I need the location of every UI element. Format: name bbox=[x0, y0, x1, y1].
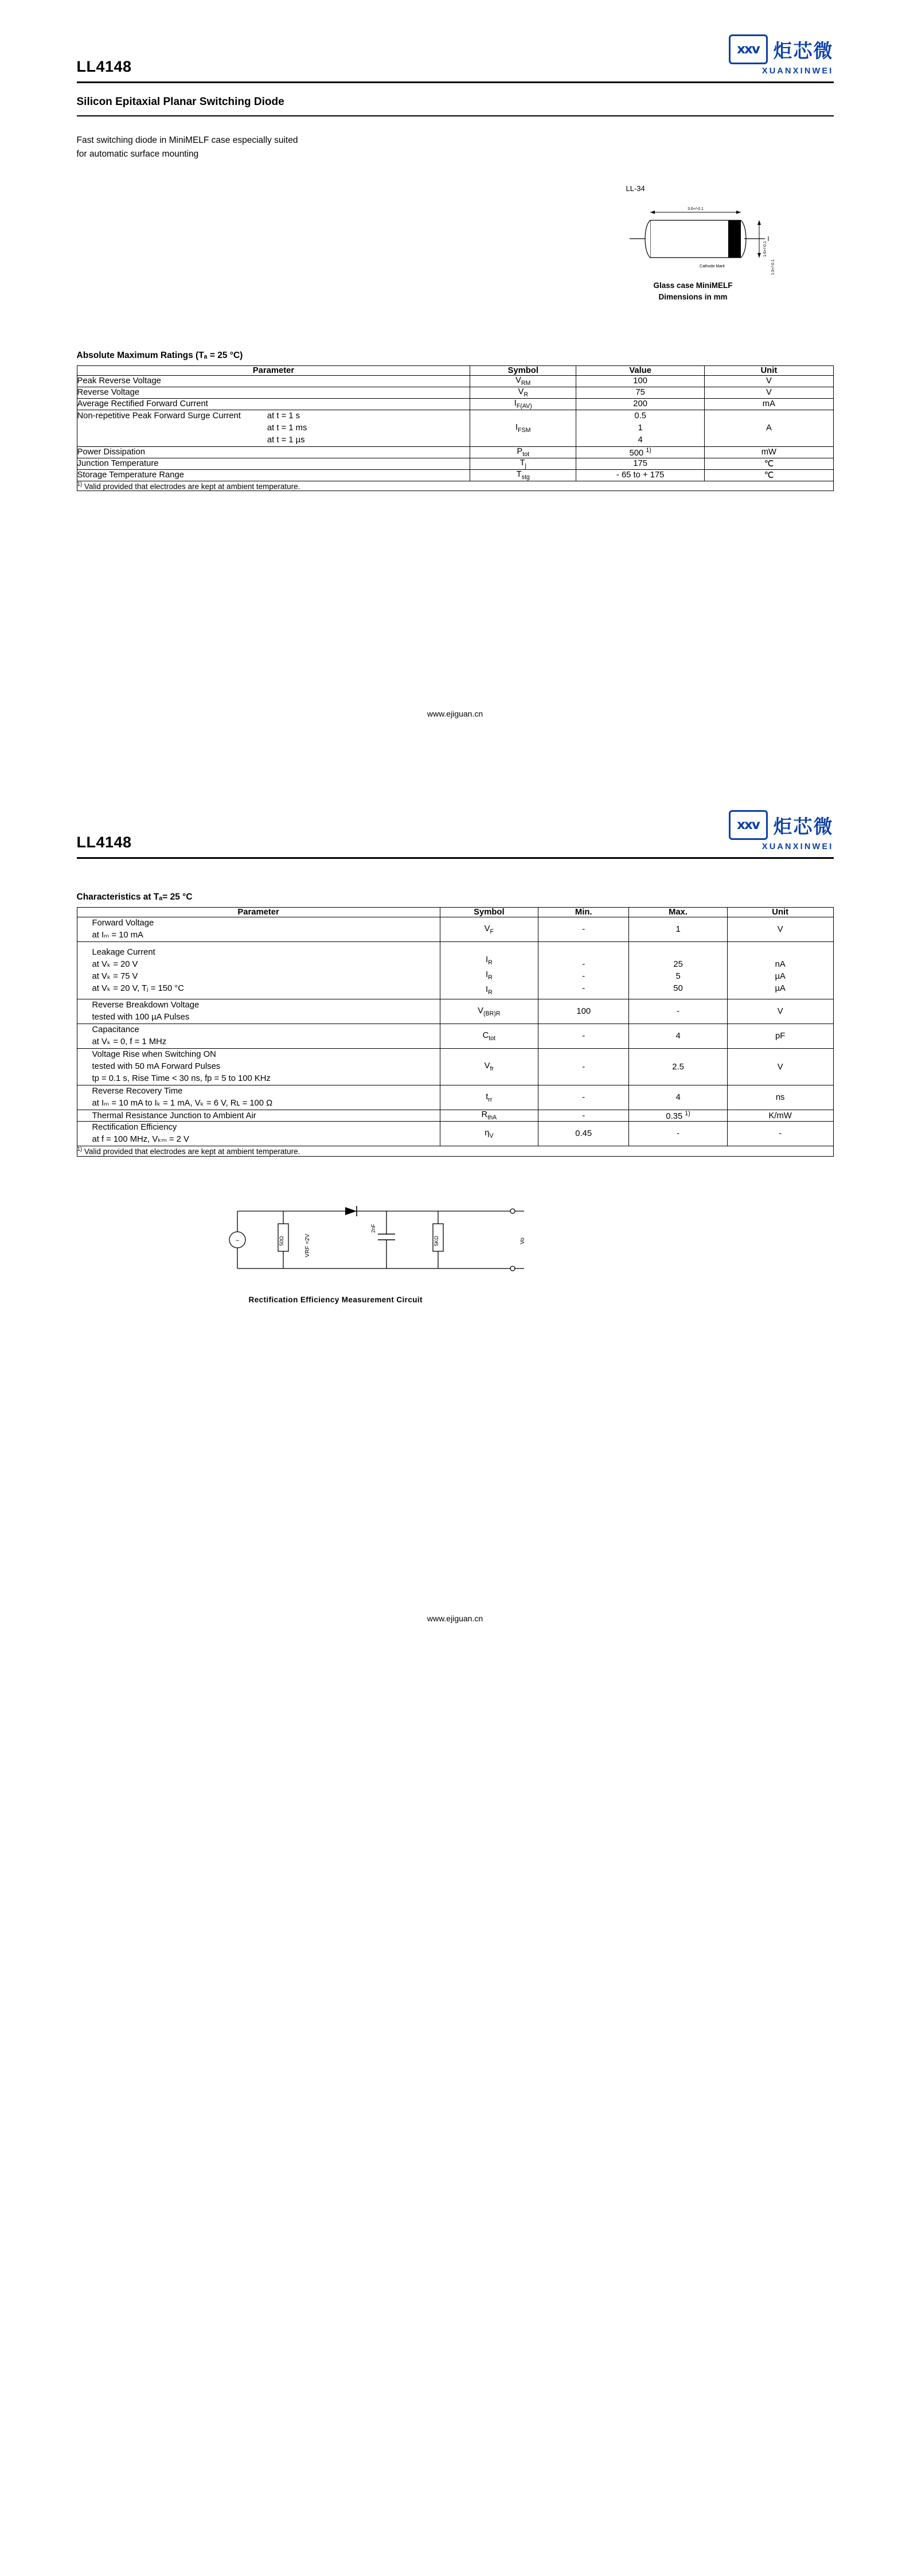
svg-text:3.6+/-0.1: 3.6+/-0.1 bbox=[687, 207, 704, 211]
table-row bbox=[77, 1024, 833, 1049]
package-drawing-area bbox=[77, 184, 834, 322]
param-line: at Vₖ = 20 V, Tⱼ = 150 °C bbox=[92, 983, 184, 993]
table-row bbox=[77, 1110, 833, 1122]
package-case-label: LL-34 bbox=[626, 184, 645, 193]
cell-max: 0.35 $^{1)}$ bbox=[629, 1110, 727, 1122]
header-divider-page2 bbox=[77, 857, 834, 859]
svg-text:2nF: 2nF bbox=[370, 1223, 376, 1233]
cell-unit: ns bbox=[727, 1085, 833, 1110]
cell-parameter: Peak Reverse Voltage bbox=[77, 376, 470, 387]
cell-parameter bbox=[77, 1122, 440, 1146]
logo-company-name-cn: 炬芯微 bbox=[773, 40, 834, 61]
cell-max: 25 5 50 bbox=[629, 942, 727, 999]
table-header-row bbox=[77, 366, 833, 376]
param-line: at Vₖ = 20 V bbox=[92, 959, 138, 969]
cell-symbol: $I_{F(AV)}$ bbox=[470, 398, 576, 410]
cell-symbol: $V_F$ bbox=[440, 917, 538, 942]
logo-company-pinyin: XUANXINWEI bbox=[761, 67, 834, 76]
logo-mark-icon bbox=[729, 810, 768, 840]
param-line: tested with 100 µA Pulses bbox=[92, 1013, 190, 1022]
param-line: tp = 0.1 s, Rise Time < 30 ns, fp = 5 to 100 KHz bbox=[92, 1074, 271, 1084]
package-drawing bbox=[604, 184, 811, 303]
cell-symbol: $V_R$ bbox=[470, 387, 576, 398]
cell-value: 500 $^{1)}$ bbox=[576, 446, 705, 458]
param-line: Rectification Efficiency bbox=[92, 1123, 177, 1133]
package-caption-line-2: Dimensions in mm bbox=[658, 293, 728, 301]
cell-symbol: $t_{rr}$ bbox=[440, 1085, 538, 1110]
cell-value: 175 bbox=[576, 458, 705, 469]
part-number-page2: LL4148 bbox=[76, 834, 132, 851]
page-1-footer: www.ejiguan.cn bbox=[427, 709, 483, 719]
cell-unit: mW bbox=[705, 446, 833, 458]
cell-max: 2.5 bbox=[629, 1049, 727, 1085]
cell-max: 4 bbox=[629, 1024, 727, 1049]
cell-conditions bbox=[267, 410, 307, 446]
circuit-area bbox=[77, 1188, 834, 1304]
cell-parameter bbox=[77, 1110, 440, 1122]
param-line: Reverse Breakdown Voltage bbox=[92, 1001, 200, 1010]
param-line: Voltage Rise when Switching ON bbox=[92, 1050, 216, 1060]
document-description bbox=[77, 134, 834, 161]
col-parameter: Parameter bbox=[77, 366, 470, 376]
cell-parameter bbox=[77, 410, 470, 446]
cell-unit: V bbox=[705, 387, 833, 398]
svg-text:~: ~ bbox=[235, 1237, 239, 1244]
col-max: Max. bbox=[629, 908, 727, 917]
col-symbol: Symbol bbox=[470, 366, 576, 376]
logo-company-pinyin: XUANXINWEI bbox=[761, 842, 834, 852]
param-line: at f = 100 MHz, Vₖₘ = 2 V bbox=[92, 1135, 189, 1145]
cell-parameter bbox=[77, 942, 440, 999]
table-row bbox=[77, 469, 833, 481]
svg-text:VRF =2V: VRF =2V bbox=[304, 1233, 311, 1257]
page-2-footer: www.ejiguan.cn bbox=[427, 1613, 483, 1623]
cell-min: 0.45 bbox=[538, 1122, 629, 1146]
cell-unit: V bbox=[705, 376, 833, 387]
table-row bbox=[77, 387, 833, 398]
package-svg-icon bbox=[626, 203, 781, 275]
package-figure bbox=[626, 203, 781, 275]
package-caption bbox=[610, 280, 776, 303]
table-row bbox=[77, 1085, 833, 1110]
cell-parameter: Average Rectified Forward Current bbox=[77, 398, 470, 410]
cell-symbol: $C_{tot}$ bbox=[440, 1024, 538, 1049]
cell-max: - bbox=[629, 999, 727, 1024]
param-line: at Iₘ = 10 mA to Iₖ = 1 mA, Vₖ = 6 V, Rʟ = 100 Ω bbox=[92, 1099, 273, 1108]
cell-symbol: $\eta_V$ bbox=[440, 1122, 538, 1146]
table-footnote-row bbox=[77, 1146, 833, 1157]
cell-unit: - bbox=[727, 1122, 833, 1146]
cell-min: - bbox=[538, 917, 629, 942]
cell-symbol: $R_{thA}$ bbox=[440, 1110, 538, 1122]
cell-parameter bbox=[77, 999, 440, 1024]
page-2-header bbox=[77, 776, 834, 851]
table-row bbox=[77, 999, 833, 1024]
cell-symbol: $I_{FSM}$ bbox=[470, 410, 576, 446]
cell-unit: ℃ bbox=[705, 458, 833, 469]
svg-text:1.6+/-0.1: 1.6+/-0.1 bbox=[763, 241, 767, 257]
table-row bbox=[77, 917, 833, 942]
description-line-2: for automatic surface mounting bbox=[76, 149, 199, 159]
table-row bbox=[77, 446, 833, 458]
cell-unit: V bbox=[727, 999, 833, 1024]
cell-unit: nA µA µA bbox=[727, 942, 833, 999]
rectification-circuit-icon bbox=[203, 1188, 604, 1289]
col-min: Min. bbox=[538, 908, 629, 917]
col-parameter: Parameter bbox=[77, 908, 440, 917]
title-divider bbox=[77, 115, 834, 116]
cell-value: 200 bbox=[576, 398, 705, 410]
cell-symbol: $T_{stg}$ bbox=[470, 469, 576, 481]
characteristics-table bbox=[77, 907, 834, 1156]
cell-unit: pF bbox=[727, 1024, 833, 1049]
cell-max: - bbox=[629, 1122, 727, 1146]
logo-mark-icon bbox=[729, 34, 768, 64]
cell-symbol: $P_{tot}$ bbox=[470, 446, 576, 458]
cell-min: 100 bbox=[538, 999, 629, 1024]
table-header-row bbox=[77, 908, 833, 917]
cond-3: at t = 1 µs bbox=[267, 435, 305, 445]
svg-text:5KΩ: 5KΩ bbox=[433, 1235, 439, 1246]
page-1 bbox=[0, 0, 910, 776]
cell-min: - bbox=[538, 1085, 629, 1110]
characteristics-footnote: $^{1)}$ Valid provided that electrodes are kept at ambient temperature. bbox=[77, 1146, 833, 1157]
cell-parameter bbox=[77, 1085, 440, 1110]
cell-min: - bbox=[538, 1110, 629, 1122]
cell-max: 4 bbox=[629, 1085, 727, 1110]
page-header bbox=[77, 0, 834, 76]
cell-parameter: Junction Temperature bbox=[77, 458, 470, 469]
cell-symbol: $V_{fr}$ bbox=[440, 1049, 538, 1085]
cell-min: - bbox=[538, 1049, 629, 1085]
logo-company-name-cn: 炬芯微 bbox=[773, 815, 834, 837]
cell-parameter bbox=[77, 917, 440, 942]
circuit-caption: Rectification Efficiency Measurement Circuit bbox=[248, 1295, 423, 1304]
header-divider bbox=[77, 81, 834, 83]
cond-2: at t = 1 ms bbox=[267, 423, 307, 433]
part-number: LL4148 bbox=[76, 58, 132, 75]
characteristics-title: Characteristics at Tₐ= 25 °C bbox=[76, 892, 193, 902]
page-2 bbox=[0, 776, 910, 1663]
cell-parameter: Power Dissipation bbox=[77, 446, 470, 458]
table-footnote-row bbox=[77, 481, 833, 491]
param-line: Capacitance bbox=[92, 1025, 139, 1035]
param-line: Forward Voltage bbox=[92, 919, 154, 928]
param-line: Reverse Recovery Time bbox=[92, 1087, 183, 1096]
cell-parameter bbox=[77, 1024, 440, 1049]
param-line: at Vₖ = 75 V bbox=[92, 971, 138, 981]
table-row bbox=[77, 376, 833, 387]
cell-unit: A bbox=[705, 410, 833, 446]
table-row bbox=[77, 1122, 833, 1146]
abs-max-title: Absolute Maximum Ratings (Tₐ = 25 °C) bbox=[76, 351, 243, 360]
cell-unit: mA bbox=[705, 398, 833, 410]
table-row bbox=[77, 942, 833, 999]
cell-symbol: $V_{RM}$ bbox=[470, 376, 576, 387]
cell-max: 1 bbox=[629, 917, 727, 942]
cell-unit: ℃ bbox=[705, 469, 833, 481]
cell-value: 0.5 1 4 bbox=[576, 410, 705, 446]
cond-1: at t = 1 s bbox=[267, 411, 300, 421]
cell-symbol: $I_R$ $I_R$ $I_R$ bbox=[440, 942, 538, 999]
characteristics-body bbox=[77, 917, 833, 1156]
cell-min: - - - bbox=[538, 942, 629, 999]
logo-mark-text: xxv bbox=[737, 818, 759, 833]
table-row bbox=[77, 398, 833, 410]
abs-max-table bbox=[77, 365, 834, 491]
cell-parameter: Reverse Voltage bbox=[77, 387, 470, 398]
col-value: Value bbox=[576, 366, 705, 376]
cell-unit: V bbox=[727, 917, 833, 942]
cell-value: 100 bbox=[576, 376, 705, 387]
param-line: at Vₖ = 0, f = 1 MHz bbox=[92, 1037, 167, 1047]
table-row bbox=[77, 1049, 833, 1085]
svg-text:Vo: Vo bbox=[519, 1237, 526, 1244]
cell-symbol: $T_j$ bbox=[470, 458, 576, 469]
cell-parameter: Storage Temperature Range bbox=[77, 469, 470, 481]
cell-value: 75 bbox=[576, 387, 705, 398]
cell-parameter-text: Non-repetitive Peak Forward Surge Current bbox=[77, 411, 241, 421]
company-logo-page2 bbox=[729, 810, 834, 851]
table-row bbox=[77, 410, 833, 446]
logo-mark-text: xxv bbox=[737, 42, 759, 57]
svg-text:50Ω: 50Ω bbox=[278, 1236, 284, 1246]
param-line: tested with 50 mA Forward Pulses bbox=[92, 1062, 221, 1072]
cell-unit: K/mW bbox=[727, 1110, 833, 1122]
cell-value: - 65 to + 175 bbox=[576, 469, 705, 481]
param-line: Leakage Current bbox=[92, 947, 155, 957]
cell-unit: V bbox=[727, 1049, 833, 1085]
svg-text:Cathode Mark: Cathode Mark bbox=[699, 264, 725, 269]
col-unit: Unit bbox=[705, 366, 833, 376]
abs-max-body bbox=[77, 376, 833, 491]
company-logo bbox=[729, 34, 834, 76]
param-line: at Iₘ = 10 mA bbox=[92, 931, 143, 940]
cell-symbol: $V_{(BR)R}$ bbox=[440, 999, 538, 1024]
param-line: Thermal Resistance Junction to Ambient Air bbox=[92, 1111, 256, 1120]
description-line-1: Fast switching diode in MiniMELF case especially suited bbox=[76, 135, 298, 145]
cell-min: - bbox=[538, 1024, 629, 1049]
table-row bbox=[77, 458, 833, 469]
abs-max-footnote: $^{1)}$ Valid provided that electrodes are kept at ambient temperature. bbox=[77, 481, 833, 491]
svg-text:0.3+/-0.1: 0.3+/-0.1 bbox=[771, 259, 775, 275]
package-caption-line-1: Glass case MiniMELF bbox=[653, 281, 733, 290]
cell-parameter bbox=[77, 1049, 440, 1085]
col-symbol: Symbol bbox=[440, 908, 538, 917]
col-unit: Unit bbox=[727, 908, 833, 917]
document-title: Silicon Epitaxial Planar Switching Diode bbox=[76, 96, 284, 108]
